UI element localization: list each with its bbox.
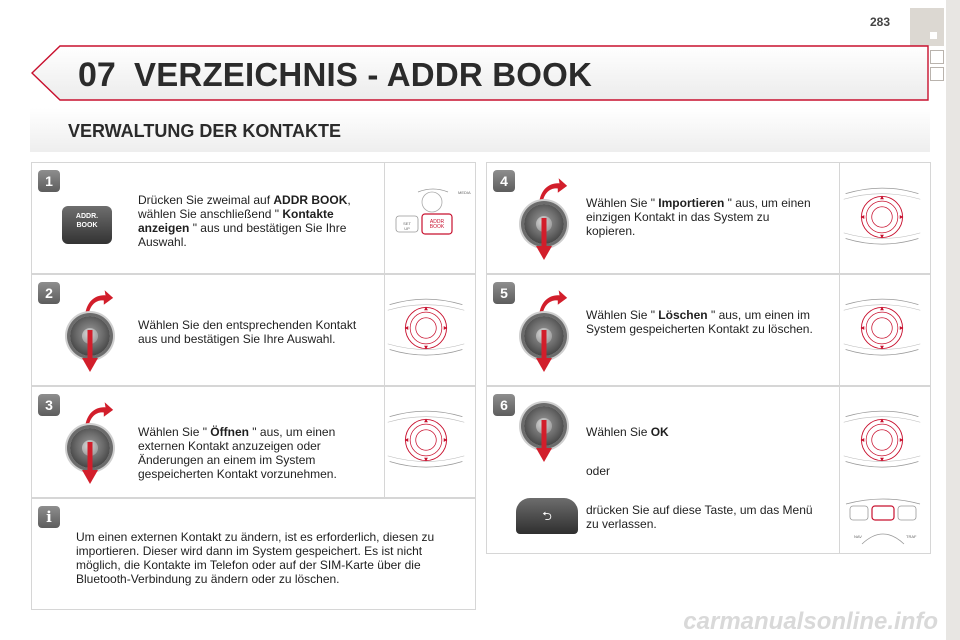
info-text: Um einen externen Kontakt zu ändern, ist es erforderlich, diesen zu importieren. Dieser wird dann im System gespeichert. Es ist nicht möglich, die Kontakte im Telefon oder auf der SIM-Karte über die Bluetooth-Verbindung zu ändern oder zu löschen. <box>76 530 435 586</box>
press-arrow-icon <box>536 420 552 462</box>
press-arrow-icon <box>536 218 552 260</box>
chapter-number: 07 <box>78 56 116 94</box>
page-title: VERZEICHNIS - ADDR BOOK <box>134 56 593 93</box>
console-nav-icon <box>840 295 924 361</box>
step-4-badge: 4 <box>493 170 515 192</box>
right-edge-strip <box>946 0 960 640</box>
console-nav-icon <box>384 407 468 473</box>
step-1-badge: 1 <box>38 170 60 192</box>
console-addr-book-icon <box>388 186 471 246</box>
step-6-text: Wählen Sie OK <box>586 425 669 439</box>
console-media-label: MEDIA <box>458 190 471 195</box>
rotate-arrow-icon <box>80 398 114 432</box>
rotate-arrow-icon <box>80 286 114 320</box>
console-back-icon <box>842 494 924 546</box>
step-2-text: Wählen Sie den entsprechenden Kontakt aus und bestätigen Sie Ihre Auswahl. <box>138 318 357 346</box>
rotate-arrow-icon <box>534 174 568 208</box>
step-6-or-text: oder <box>586 464 611 478</box>
rotate-arrow-icon <box>534 286 568 320</box>
press-arrow-icon <box>82 330 98 372</box>
press-arrow-icon <box>536 330 552 372</box>
console-nav-icon <box>384 295 468 361</box>
step-2-badge: 2 <box>38 282 60 304</box>
step-4-text: Wählen Sie " Importieren " aus, um einen einzigen Kontakt in das System zu kopieren. <box>586 196 811 238</box>
chapter-tab-marker <box>930 50 944 64</box>
chapter-tab <box>910 8 944 46</box>
step-3-badge: 3 <box>38 394 60 416</box>
back-button-image: ⮌ <box>516 498 578 534</box>
console-addr-label: ADDR BOOK <box>429 219 445 230</box>
section-title: VERWALTUNG DER KONTAKTE <box>68 121 341 141</box>
page-number: 283 <box>870 15 891 29</box>
step-1-text: Drücken Sie zweimal auf ADDR BOOK, wählen Sie anschließend " Kontakte anzeigen " aus und bestätigen Sie Ihre Auswahl. <box>138 193 351 249</box>
info-icon: i <box>38 506 60 528</box>
step-6-alt-text: drücken Sie auf diese Taste, um das Menü zu verlassen. <box>586 503 813 531</box>
chapter-tab-marker <box>930 67 944 81</box>
step-3-text: Wählen Sie " Öffnen " aus, um einen externen Kontakt anzuzeigen oder Änderungen an einem im System gespeicherten Kontakt vorzunehmen. <box>138 425 337 481</box>
console-nav-icon <box>840 407 924 473</box>
press-arrow-icon <box>82 442 98 484</box>
watermark: carmanualsonline.info <box>683 608 938 635</box>
console-setup-label: SET UP <box>403 221 411 231</box>
addr-book-button-image: ADDR. BOOK <box>62 206 112 244</box>
console-traf-label: TRAF <box>906 534 917 539</box>
console-nav-icon <box>840 184 924 250</box>
step-5-text: Wählen Sie " Löschen " aus, um einen im System gespeicherten Kontakt zu löschen. <box>586 308 813 336</box>
step-6-badge: 6 <box>493 394 515 416</box>
step-5-badge: 5 <box>493 282 515 304</box>
console-nav-label: NAV <box>854 534 862 539</box>
